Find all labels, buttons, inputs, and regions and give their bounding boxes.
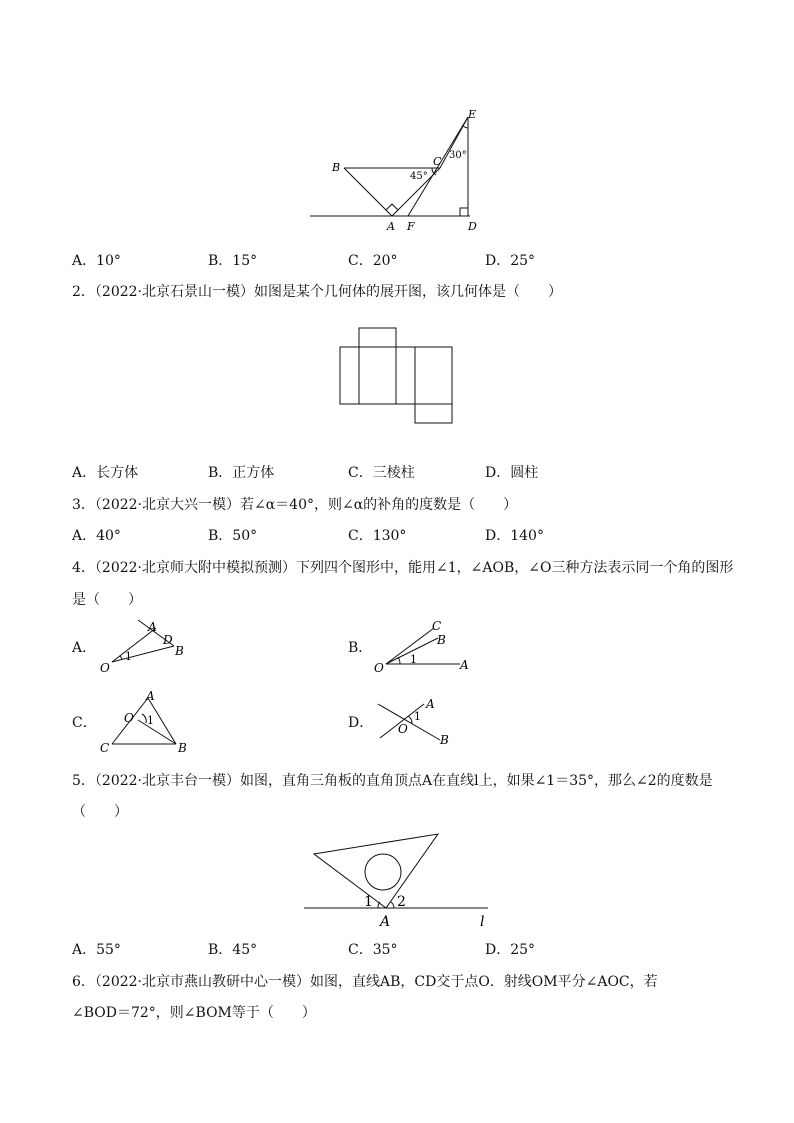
q4a-label-A: A	[148, 620, 157, 634]
q4a-label-D: D	[163, 633, 173, 647]
q1-angle-30: 30°	[449, 150, 467, 161]
q4-option-b-figure[interactable]	[372, 618, 482, 674]
q2-net-figure	[335, 325, 460, 425]
q1-label-D: D	[468, 220, 477, 233]
q4b-label-C: C	[432, 619, 442, 633]
q5-stem-line2: （ ）	[72, 804, 128, 820]
q4a-label-B: B	[175, 644, 184, 658]
q1-angle-45: 45°	[410, 171, 428, 182]
q1-option-d[interactable]: D．25°	[485, 253, 536, 269]
q6-stem-line2: ∠BOD＝72°，则∠BOM等于（ ）	[72, 1005, 316, 1021]
q6-stem-line1: 6．（2022·北京市燕山教研中心一模）如图，直线AB，CD交于点O．射线OM平分∠AOC，若	[72, 974, 658, 990]
q5-label-l: l	[480, 914, 485, 930]
q1-label-E: E	[468, 108, 477, 121]
q4-stem-line2: 是（ ）	[72, 592, 142, 608]
q2-option-c[interactable]: C．三棱柱	[348, 465, 415, 481]
q1-label-B: B	[332, 161, 341, 174]
q4-option-c-letter[interactable]: C．	[72, 715, 97, 731]
q1-label-A: A	[387, 220, 395, 233]
q4d-label-A: A	[426, 697, 435, 711]
q4c-label-O: O	[124, 711, 134, 725]
q5-option-d[interactable]: D．25°	[485, 942, 536, 958]
q2-option-b[interactable]: B．正方体	[208, 465, 275, 481]
q2-options	[72, 463, 772, 483]
q4c-label-1: 1	[147, 714, 154, 727]
q4a-label-O: O	[100, 661, 110, 674]
q4-option-a-figure[interactable]	[96, 618, 206, 674]
q1-figure	[300, 105, 500, 235]
q5-option-a[interactable]: A．55°	[72, 942, 121, 958]
q1-options	[72, 251, 772, 271]
q4b-label-B: B	[437, 633, 446, 647]
q4-option-c-figure[interactable]	[96, 690, 206, 754]
q5-label-1: 1	[364, 894, 373, 910]
q2-option-a[interactable]: A．长方体	[72, 465, 139, 481]
q4a-label-1: 1	[125, 650, 132, 663]
q4c-label-B: B	[178, 741, 187, 754]
q2-stem: 2．（2022·北京石景山一模）如图是某个几何体的展开图，该几何体是（ ）	[72, 284, 562, 300]
q4c-label-C: C	[100, 741, 110, 754]
q4-option-d-letter[interactable]: D．	[348, 715, 374, 731]
q4b-label-O: O	[374, 661, 384, 674]
q4d-label-O: O	[398, 722, 408, 736]
q1-label-C: C	[433, 155, 442, 168]
q1-option-a[interactable]: A．10°	[72, 253, 121, 269]
q4b-label-A: A	[460, 658, 469, 672]
q5-label-A: A	[380, 914, 391, 930]
q4b-label-1: 1	[410, 653, 417, 666]
q3-stem: 3．（2022·北京大兴一模）若∠α＝40°，则∠α的补角的度数是（ ）	[72, 497, 518, 513]
q4-stem-line1: 4．（2022·北京师大附中模拟预测）下列四个图形中，能用∠1，∠AOB，∠O三种方法表示同一个角的图形	[72, 560, 734, 576]
q5-triangle-figure	[300, 826, 500, 932]
q1-option-c[interactable]: C．20°	[348, 253, 398, 269]
q4-option-d-figure[interactable]	[372, 694, 482, 750]
q4-option-a-letter[interactable]: A．	[72, 640, 97, 656]
q3-option-d[interactable]: D．140°	[485, 528, 544, 544]
q4c-label-A: A	[146, 690, 155, 703]
q2-option-d[interactable]: D．圆柱	[485, 465, 539, 481]
q4-option-b-letter[interactable]: B．	[348, 640, 373, 656]
q5-options	[72, 940, 772, 960]
q1-option-b[interactable]: B．15°	[208, 253, 258, 269]
q5-label-2: 2	[397, 894, 406, 910]
q5-option-c[interactable]: C．35°	[348, 942, 398, 958]
q4d-label-B: B	[440, 733, 449, 747]
q4d-label-1: 1	[414, 710, 421, 723]
q5-option-b[interactable]: B．45°	[208, 942, 258, 958]
q5-stem-line1: 5．（2022·北京丰台一模）如图，直角三角板的直角顶点A在直线l上，如果∠1＝35°，那么∠2的度数是	[72, 773, 713, 789]
q3-option-c[interactable]: C．130°	[348, 528, 407, 544]
q3-option-a[interactable]: A．40°	[72, 528, 121, 544]
q3-options	[72, 526, 772, 546]
q1-label-F: F	[407, 220, 415, 233]
q3-option-b[interactable]: B．50°	[208, 528, 258, 544]
